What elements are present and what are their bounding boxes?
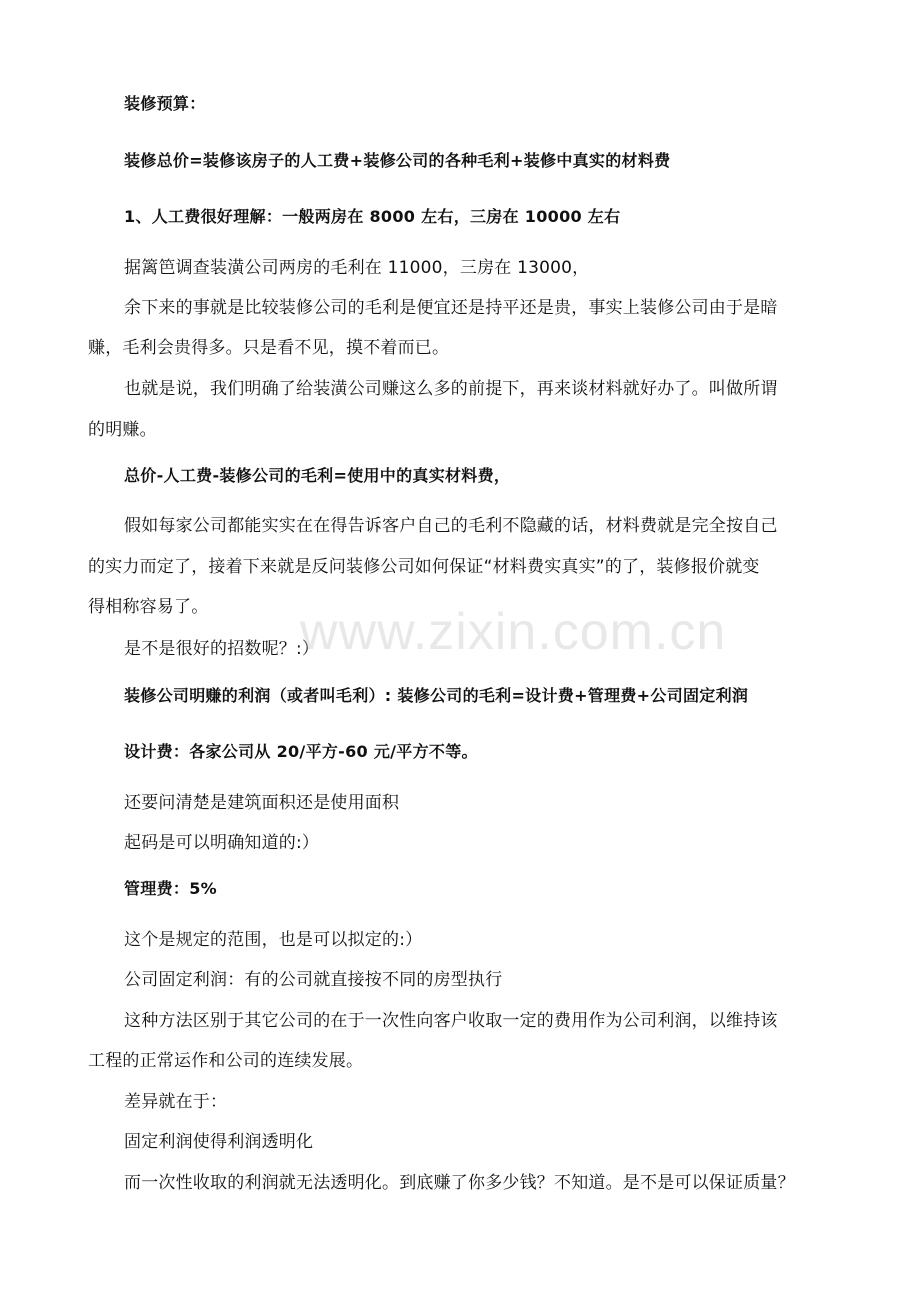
paragraph-line: 这个是规定的范围，也是可以拟定的:）	[124, 930, 423, 950]
paragraph-line: 得相称容易了。	[88, 597, 209, 617]
paragraph-line: 起码是可以明确知道的:）	[124, 833, 320, 853]
paragraph-line: 工程的正常运作和公司的连续发展。	[88, 1051, 364, 1071]
item-management-fee: 管理费：5%	[124, 879, 217, 898]
paragraph-line: 的明赚。	[88, 420, 157, 440]
paragraph-line: 还要问清楚是建筑面积还是使用面积	[124, 793, 400, 813]
paragraph-line: 是不是很好的招数呢？:）	[124, 639, 320, 659]
paragraph-line: 也就是说，我们明确了给装潢公司赚这么多的前提下，再来谈材料就好办了。叫做所谓	[124, 379, 778, 399]
item-labor-cost: 1、人工费很好理解：一般两房在 8000 左右，三房在 10000 左右	[124, 207, 621, 226]
paragraph-line: 的实力而定了，接着下来就是反问装修公司如何保证“材料费实真实”的了，装修报价就变	[88, 557, 760, 577]
paragraph-line: 赚，毛利会贵得多。只是看不见，摸不着而已。	[88, 338, 450, 358]
paragraph-line: 而一次性收取的利润就无法透明化。到底赚了你多少钱？不知道。是不是可以保证质量？	[124, 1173, 795, 1193]
paragraph-line: 差异就在于：	[124, 1092, 228, 1112]
paragraph-line: 这种方法区别于其它公司的在于一次性向客户收取一定的费用作为公司利润，以维持该	[124, 1011, 778, 1031]
heading-budget: 装修预算：	[124, 94, 206, 113]
item-design-fee: 设计费：各家公司从 20/平方-60 元/平方不等。	[124, 742, 478, 761]
formula-total-price: 装修总价=装修该房子的人工费+装修公司的各种毛利+装修中真实的材料费	[124, 151, 671, 170]
paragraph-line: 固定利润使得利润透明化	[124, 1132, 314, 1152]
paragraph-line: 余下来的事就是比较装修公司的毛利是便宜还是持平还是贵，事实上装修公司由于是暗	[124, 298, 778, 318]
watermark-text: www.zixin.com.cn	[300, 603, 727, 661]
paragraph-line: 假如每家公司都能实实在在得告诉客户自己的毛利不隐藏的话，材料费就是完全按自己	[124, 516, 778, 536]
paragraph-line: 公司固定利润：有的公司就直接按不同的房型执行	[124, 970, 503, 990]
paragraph-line: 据篱笆调查装潢公司两房的毛利在 11000，三房在 13000，	[124, 258, 590, 278]
formula-company-profit: 装修公司明赚的利润（或者叫毛利）: 装修公司的毛利=设计费+管理费+公司固定利润	[124, 686, 749, 705]
formula-material-cost: 总价-人工费-装修公司的毛利=使用中的真实材料费，	[124, 466, 511, 485]
